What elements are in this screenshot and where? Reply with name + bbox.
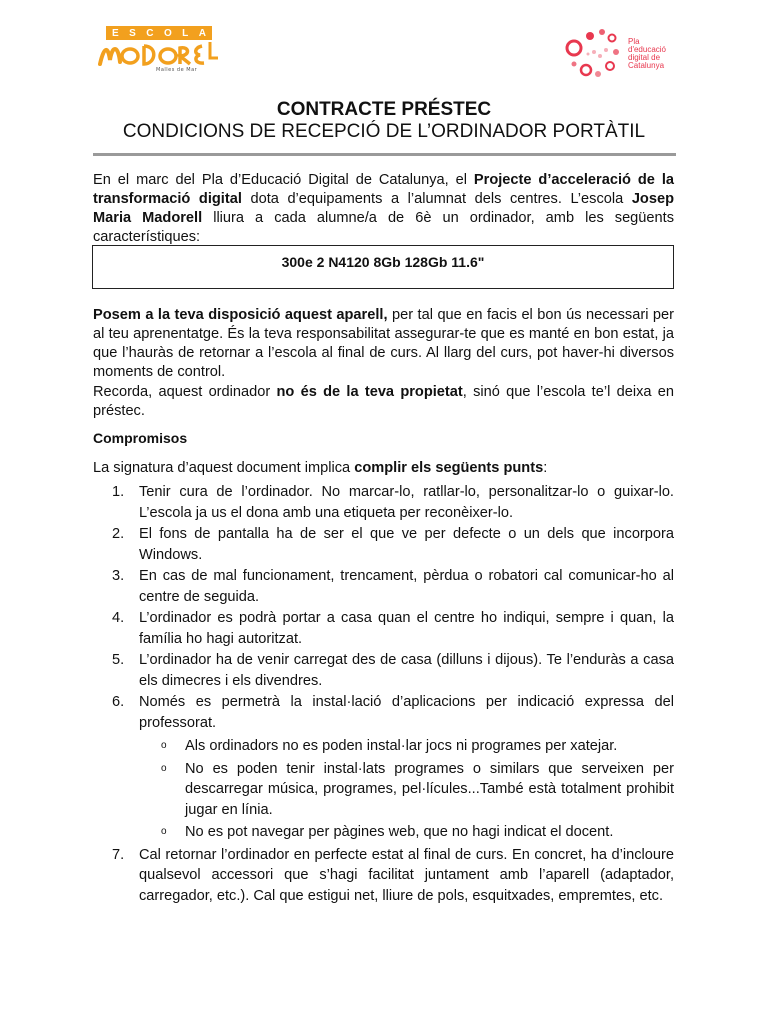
sub-list-item: o Als ordinadors no es poden instal·lar jocs ni programes per xatejar. bbox=[161, 738, 618, 754]
logo-letter: E bbox=[112, 27, 119, 39]
ownership-paragraph: Recorda, aquest ordinador no és de la teva propietat, sinó que l’escola te’l deixa en préstec. bbox=[93, 384, 674, 419]
plan-logo-line: d'educació bbox=[628, 45, 666, 54]
dots-circle-icon bbox=[560, 24, 626, 86]
commitments-list bbox=[93, 482, 674, 906]
logo-subtitle: Malles de Mar bbox=[156, 67, 198, 73]
plan-logo-line: digital de bbox=[628, 53, 661, 62]
list-item: 3. En cas de mal funcionament, trencament, pèrdua o robatori cal comunicar-ho al centre de seguida. bbox=[112, 568, 674, 605]
list-item: 2. El fons de pantalla ha de ser el que ve per defecte o un dels que incorpora Windows. bbox=[112, 526, 674, 563]
plan-digital-logo bbox=[560, 24, 680, 86]
logo-letter: C bbox=[146, 27, 154, 39]
commitments-lead: La signatura d’aquest document implica complir els següents punts: bbox=[93, 460, 548, 476]
madorell-wordmark bbox=[94, 36, 224, 68]
plan-logo-line: Catalunya bbox=[628, 61, 665, 70]
logo-letter: L bbox=[182, 27, 189, 39]
school-logo bbox=[94, 26, 224, 78]
list-item: 7. Cal retornar l’ordinador en perfecte estat al final de curs. En concret, ha d’incloure qualsevol accessori que s’hagi facilitat juntament amb l’aparell (adaptador, carregador, etc.). Cal que estigui net, lliure de pols, esquitxades, empremtes, etc. bbox=[112, 846, 674, 904]
sub-list bbox=[93, 736, 674, 843]
document-title: CONTRACTE PRÉSTEC bbox=[276, 99, 492, 120]
commitments-heading: Compromisos bbox=[93, 430, 188, 446]
logo-letter: S bbox=[129, 27, 136, 39]
responsibility-paragraph: Posem a la teva disposició aquest aparell, per tal que en facis el bon ús necessari per al teu aprenentatge. És la teva responsabilitat assegurar-te que es manté en bon estat, ja que l’hauràs de retornar a l’escola al final de curs. Al llarg del curs, pot haver-hi diversos moments de control. bbox=[93, 307, 675, 380]
list-item: 5. L’ordinador ha de venir carregat des de casa (dilluns i dijous). Te l’enduràs a casa els dimecres i els divendres. bbox=[112, 652, 674, 689]
title-divider bbox=[93, 153, 676, 156]
intro-paragraph: En el marc del Pla d’Educació Digital de Catalunya, el Projecte d’acceleració de la transformació digital dota d’equipaments a l’alumnat dels centres. L’escola Josep Maria Madorell lliura a cada alumne/a de 6è un ordinador, amb les següents característiques: bbox=[93, 172, 674, 245]
list-item: 6. Només es permetrà la instal·lació d’aplicacions per indicació expressa del professorat. o Als ordinadors no es poden instal·lar jocs ni programes per xatejar. o No es poden tenir instal·lats programes o similars que serveixen per descarregar música, programes, pel·lícules...També està totalment prohibit jugar en línia. o No es pot navegar per pàgines web, que no hagi indicat el docent. bbox=[93, 692, 674, 843]
list-item: 4. L’ordinador es podrà portar a casa quan el centre ho indiqui, sempre i quan, la família ho hagi autoritzat. bbox=[112, 610, 674, 647]
document-subtitle: CONDICIONS DE RECEPCIÓ DE L’ORDINADOR PORTÀTIL bbox=[122, 121, 646, 142]
list-item: 1. Tenir cura de l’ordinador. No marcar-lo, ratllar-lo, personalitzar-lo o guixar-lo. L’escola ja us el dona amb una etiqueta per reconèixer-lo. bbox=[112, 484, 674, 521]
logo-letter: O bbox=[163, 27, 172, 39]
logo-letter: A bbox=[198, 27, 206, 39]
plan-logo-text bbox=[628, 38, 666, 70]
plan-logo-line: Pla bbox=[628, 37, 640, 46]
laptop-spec-box bbox=[92, 245, 674, 289]
sub-list-item: o No es poden tenir instal·lats programes o similars que serveixen per descarregar música, programes, pel·lícules...També està totalment prohibit jugar en línia. bbox=[161, 760, 674, 818]
sub-list-item: o No es pot navegar per pàgines web, que no hagi indicat el docent. bbox=[161, 824, 614, 840]
laptop-spec: 300e 2 N4120 8Gb 128Gb 11.6" bbox=[281, 254, 485, 270]
